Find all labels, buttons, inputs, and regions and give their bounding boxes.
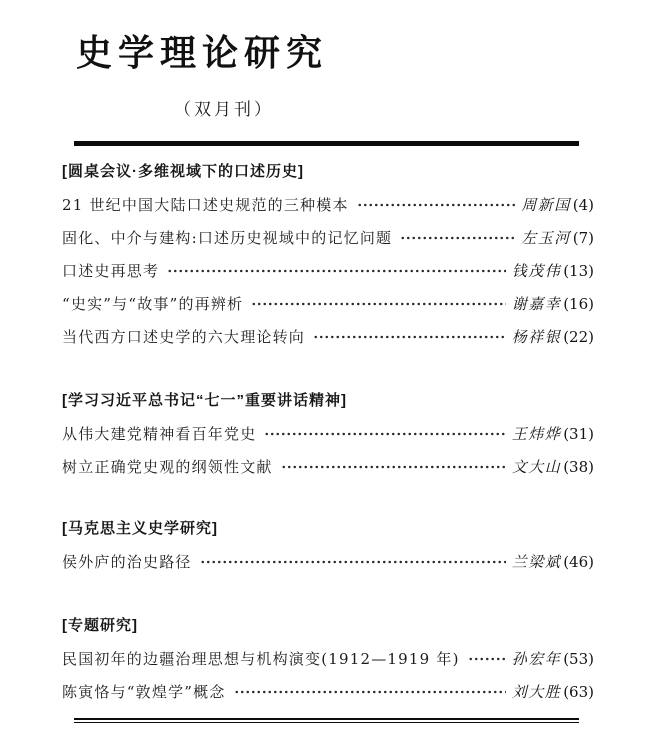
journal-title: 史学理论研究 bbox=[76, 32, 329, 74]
dot-leader bbox=[313, 330, 506, 344]
journal-frequency: （双月刊） bbox=[174, 100, 274, 120]
dot-leader bbox=[234, 685, 506, 699]
article-title: 当代西方口述史学的六大理论转向 bbox=[62, 328, 306, 346]
section-header: [圆桌会议·多维视域下的口述历史] bbox=[62, 163, 304, 180]
article-author: 周新国 bbox=[521, 196, 571, 214]
toc-entry bbox=[62, 552, 594, 572]
article-page: (16) bbox=[563, 295, 594, 313]
article-page: (46) bbox=[563, 553, 594, 571]
article-author: 杨祥银 bbox=[511, 328, 562, 346]
article-title: 21 世纪中国大陆口述史规范的三种模本 bbox=[62, 196, 349, 214]
dot-leader bbox=[400, 231, 515, 245]
dot-leader bbox=[357, 198, 516, 212]
dot-leader bbox=[281, 460, 506, 474]
article-author: 钱茂伟 bbox=[511, 262, 562, 280]
bottom-double-rule bbox=[74, 718, 579, 723]
article-page: (63) bbox=[563, 683, 594, 701]
article-author: 兰梁斌 bbox=[511, 553, 562, 571]
article-author: 王炜烨 bbox=[511, 425, 562, 443]
article-title: 口述史再思考 bbox=[62, 262, 160, 280]
article-page: (31) bbox=[563, 425, 594, 443]
article-title: 侯外庐的治史路径 bbox=[62, 553, 192, 571]
article-page: (7) bbox=[572, 229, 594, 247]
toc-section-special-topics bbox=[62, 616, 594, 702]
article-author: 孙宏年 bbox=[511, 650, 562, 668]
section-header: [学习习近平总书记“七一”重要讲话精神] bbox=[62, 392, 347, 409]
toc-entry bbox=[62, 228, 594, 248]
toc-entry bbox=[62, 649, 594, 669]
article-title: 陈寅恪与“敦煌学”概念 bbox=[62, 683, 226, 701]
article-author: 文大山 bbox=[511, 458, 562, 476]
article-page: (13) bbox=[563, 262, 594, 280]
dot-leader bbox=[167, 264, 505, 278]
toc-section-speech-spirit bbox=[62, 391, 594, 477]
toc-entry bbox=[62, 424, 594, 444]
article-title: 从伟大建党精神看百年党史 bbox=[62, 425, 257, 443]
toc-entry bbox=[62, 294, 594, 314]
section-header: [专题研究] bbox=[62, 617, 138, 634]
top-rule bbox=[74, 141, 579, 146]
article-title: 树立正确党史观的纲领性文献 bbox=[62, 458, 273, 476]
masthead bbox=[62, 0, 594, 121]
article-title: 固化、中介与建构:口述历史视域中的记忆问题 bbox=[62, 229, 393, 247]
article-author: 谢嘉幸 bbox=[511, 295, 562, 313]
toc-entry bbox=[62, 682, 594, 702]
article-page: (53) bbox=[563, 650, 594, 668]
article-page: (4) bbox=[572, 196, 594, 214]
article-title: 民国初年的边疆治理思想与机构演变(1912—1919 年) bbox=[62, 650, 460, 668]
toc-entry bbox=[62, 261, 594, 281]
toc-entry bbox=[62, 327, 594, 347]
article-author: 刘大胜 bbox=[511, 683, 562, 701]
section-header: [马克思主义史学研究] bbox=[62, 520, 218, 537]
dot-leader bbox=[251, 297, 505, 311]
article-author: 左玉河 bbox=[521, 229, 571, 247]
toc-entry bbox=[62, 457, 594, 477]
article-page: (22) bbox=[563, 328, 594, 346]
toc-entry bbox=[62, 195, 594, 215]
toc-section-marxist-historiography bbox=[62, 519, 594, 572]
dot-leader bbox=[468, 652, 506, 666]
dot-leader bbox=[200, 555, 506, 569]
dot-leader bbox=[264, 427, 505, 441]
article-page: (38) bbox=[563, 458, 594, 476]
article-title: “史实”与“故事”的再辨析 bbox=[62, 295, 244, 313]
toc-section-roundtable bbox=[62, 162, 594, 347]
